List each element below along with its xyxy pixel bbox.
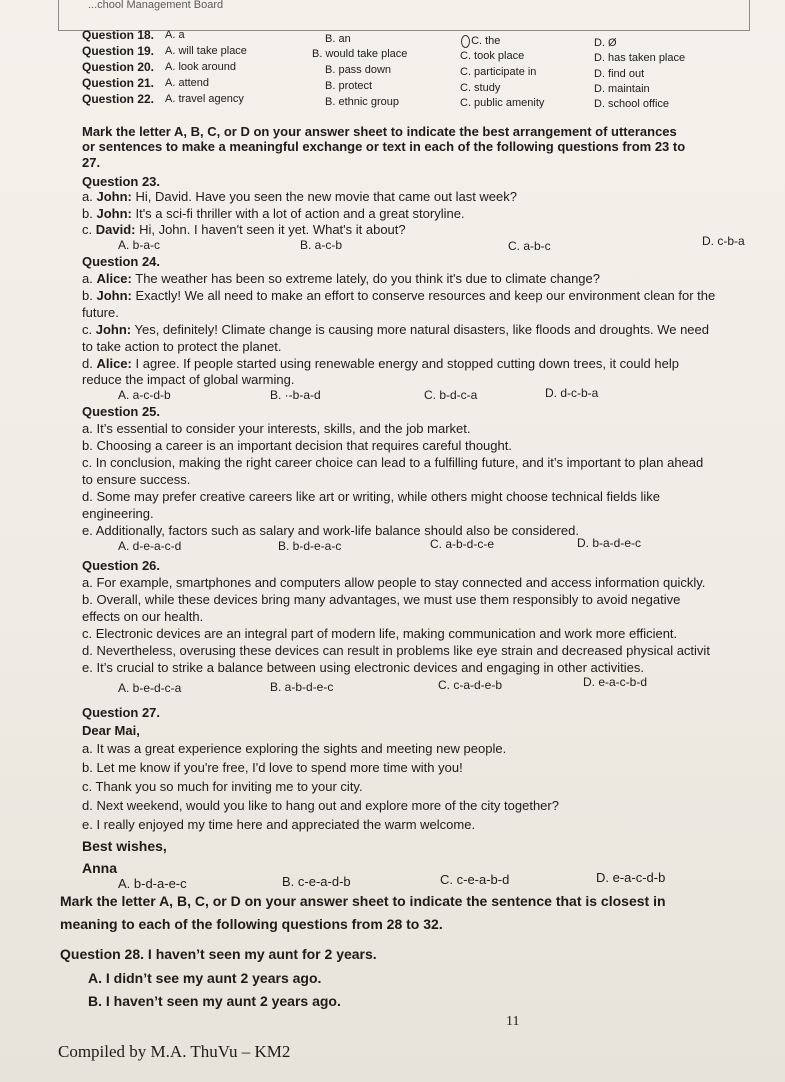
answer-19-label: Question 19. bbox=[82, 44, 155, 58]
answer-20-label: Question 20. bbox=[82, 60, 155, 74]
answer-21-label: Question 21. bbox=[82, 76, 155, 90]
circled-mark bbox=[461, 35, 470, 48]
q28-option-a: A. I didn’t see my aunt 2 years ago. bbox=[88, 970, 322, 986]
q23-option-b: B. a-c-b bbox=[300, 238, 343, 252]
q27-option-d: D. e-a-c-d-b bbox=[596, 870, 666, 885]
footer-credit: Compiled by M.A. ThuVu – KM2 bbox=[58, 1042, 291, 1061]
page-number: 11 bbox=[506, 1014, 520, 1029]
q26-line: d. Nevertheless, overusing these devices can result in problems like eye strain and decreased physical activit bbox=[82, 643, 710, 658]
q27-option-b: B. c-e-a-d-b bbox=[282, 874, 351, 889]
question-26-title: Question 26. bbox=[82, 558, 161, 573]
answer-22-b: B. ethnic group bbox=[325, 96, 399, 108]
q27-line: d. Next weekend, would you like to hang out and explore more of the city together? bbox=[82, 798, 559, 813]
q25-option-b: B. b-d-e-a-c bbox=[278, 539, 342, 553]
header-title: ...chool Management Board bbox=[88, 0, 224, 11]
instruction-line: Mark the letter A, B, C, or D on your answer sheet to indicate the sentence that is closest in bbox=[60, 893, 666, 909]
question-27-title: Question 27. bbox=[82, 705, 161, 720]
answer-20-d: D. find out bbox=[594, 68, 645, 80]
answer-18-label: Question 18. bbox=[82, 28, 155, 42]
q27-line: c. Thank you so much for inviting me to your city. bbox=[82, 779, 363, 794]
q24-option-a: A. a-c-d-b bbox=[118, 388, 171, 402]
q25-line: to ensure success. bbox=[82, 472, 191, 487]
answer-21-a: A. attend bbox=[165, 77, 210, 89]
instruction-line: Mark the letter A, B, C, or D on your answer sheet to indicate the best arrangement of utterances bbox=[82, 124, 677, 139]
question-25-title: Question 25. bbox=[82, 404, 161, 419]
q25-line: c. In conclusion, making the right career choice can lead to a fulfilling future, and it’s important to plan ahead bbox=[82, 455, 704, 470]
question-23-title: Question 23. bbox=[82, 174, 161, 189]
q27-option-a: A. b-d-a-e-c bbox=[118, 876, 187, 891]
q26-line: e. It’s crucial to strike a balance between using electronic devices and engaging in other activities. bbox=[82, 660, 644, 675]
answer-20-b: B. pass down bbox=[325, 64, 392, 76]
q24-line: d. Alice: I agree. If people started using renewable energy and stopped cutting down trees, it could help bbox=[82, 356, 679, 371]
q24-line: b. John: Exactly! We all need to make an effort to conserve resources and keep our environment clean for the bbox=[82, 288, 716, 303]
instruction-line: 27. bbox=[82, 155, 101, 170]
q23-line-c: c. David: Hi, John. I haven't seen it yet. What's it about? bbox=[82, 222, 406, 237]
q27-line: b. Let me know if you're free, I'd love to spend more time with you! bbox=[82, 760, 463, 775]
answer-20-a: A. look around bbox=[165, 61, 236, 73]
letter-closing: Best wishes, bbox=[82, 838, 167, 854]
q24-line: future. bbox=[82, 305, 119, 320]
q24-line: c. John: Yes, definitely! Climate change is causing more natural disasters, like floods and droughts. We need bbox=[82, 322, 709, 337]
q25-option-a: A. d-e-a-c-d bbox=[118, 539, 182, 553]
answer-19-b: B. would take place bbox=[312, 48, 408, 60]
instruction-line: meaning to each of the following questions from 28 to 32. bbox=[60, 916, 443, 932]
q23-line-a: a. John: Hi, David. Have you seen the new movie that came out last week? bbox=[82, 189, 517, 204]
q25-line: d. Some may prefer creative careers like art or writing, while others might choose technical fields like bbox=[82, 489, 661, 504]
question-28: Question 28. I haven’t seen my aunt for 2 years. bbox=[60, 946, 377, 962]
answer-19-d: D. has taken place bbox=[594, 52, 686, 64]
q25-line: e. Additionally, factors such as salary and work-life balance should also be considered. bbox=[82, 523, 579, 538]
q25-line: engineering. bbox=[82, 506, 154, 521]
answer-22-label: Question 22. bbox=[82, 92, 155, 106]
answer-18-d: D. Ø bbox=[594, 37, 617, 49]
q24-line: a. Alice: The weather has been so extreme lately, do you think it's due to climate change? bbox=[82, 271, 600, 286]
answer-18-a: A. a bbox=[165, 29, 185, 41]
q24-option-c: C. b-d-c-a bbox=[424, 388, 478, 402]
answer-22-d: D. school office bbox=[594, 98, 670, 110]
q24-option-d: D. d-c-b-a bbox=[545, 386, 599, 400]
q26-line: b. Overall, while these devices bring many advantages, we must use them responsibly to avoid negative bbox=[82, 592, 681, 607]
q25-option-c: C. a-b-d-c-e bbox=[430, 537, 495, 551]
q23-option-a: A. b-a-c bbox=[118, 238, 161, 252]
answer-20-c: C. participate in bbox=[460, 66, 537, 78]
q24-line: reduce the impact of global warming. bbox=[82, 372, 295, 387]
q26-option-d: D. e-a-c-b-d bbox=[583, 675, 648, 689]
answer-21-c: C. study bbox=[460, 82, 501, 94]
answer-19-c: C. took place bbox=[460, 50, 525, 62]
q23-option-d: D. c-b-a bbox=[702, 234, 745, 248]
q24-option-b: B. ·-b-a-d bbox=[270, 388, 321, 402]
q25-option-d: D. b-a-d-e-c bbox=[577, 536, 642, 550]
answer-21-b: B. protect bbox=[325, 80, 373, 92]
q27-option-c: C. c-e-a-b-d bbox=[440, 872, 510, 887]
question-24-title: Question 24. bbox=[82, 254, 161, 269]
answer-22-a: A. travel agency bbox=[165, 93, 244, 105]
q24-line: to take action to protect the planet. bbox=[82, 339, 282, 354]
instruction-line: or sentences to make a meaningful exchange or text in each of the following questions from 23 to bbox=[82, 139, 686, 154]
answer-21-d: D. maintain bbox=[594, 83, 650, 95]
q26-option-c: C. c-a-d-e-b bbox=[438, 678, 503, 692]
letter-greeting: Dear Mai, bbox=[82, 723, 140, 738]
answer-22-c: C. public amenity bbox=[460, 97, 545, 109]
q25-line: b. Choosing a career is an important decision that requires careful thought. bbox=[82, 438, 512, 453]
q26-option-b: B. a-b-d-e-c bbox=[270, 680, 334, 694]
answer-18-c: C. the bbox=[460, 35, 500, 48]
q26-line: c. Electronic devices are an integral part of modern life, making communication and work more efficient. bbox=[82, 626, 678, 641]
answer-18-b: B. an bbox=[325, 33, 351, 45]
q23-line-b: b. John: It's a sci-fi thriller with a lot of action and a great storyline. bbox=[82, 206, 465, 221]
q26-line: a. For example, smartphones and computers allow people to stay connected and access information quickly. bbox=[82, 575, 706, 590]
q28-option-b: B. I haven’t seen my aunt 2 years ago. bbox=[88, 993, 341, 1009]
answer-19-a: A. will take place bbox=[165, 45, 247, 57]
letter-signature: Anna bbox=[82, 860, 117, 876]
q27-line: e. I really enjoyed my time here and appreciated the warm welcome. bbox=[82, 817, 476, 832]
q26-line: effects on our health. bbox=[82, 609, 204, 624]
q25-line: a. It’s essential to consider your interests, skills, and the job market. bbox=[82, 421, 471, 436]
q26-option-a: A. b-e-d-c-a bbox=[118, 681, 182, 695]
q23-option-c: C. a-b-c bbox=[508, 239, 551, 253]
q27-line: a. It was a great experience exploring the sights and meeting new people. bbox=[82, 741, 507, 756]
